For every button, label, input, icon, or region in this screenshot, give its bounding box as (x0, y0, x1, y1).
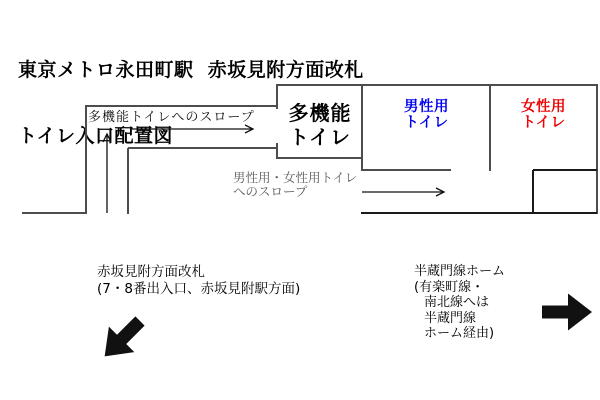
multi-toilet-slope-label: 多機能トイレへのスロープ (88, 110, 255, 125)
gate-destination-line1: 赤坂見附方面改札 (97, 264, 205, 280)
multi-toilet-room-label-line2: トイレ (289, 125, 351, 149)
mens-womens-slope-label-line1: 男性用・女性用トイレ (233, 170, 358, 185)
multi-toilet-room-label (277, 101, 363, 149)
gate-direction-southwest-arrow-icon (92, 308, 153, 369)
platform-destination-line1: 半蔵門線ホーム (414, 264, 506, 279)
platform-direction-east-arrow-icon (542, 294, 592, 331)
womens-toilet-label-line1: 女性用 (521, 99, 566, 115)
gate-destination-line2: (7・8番出入口、赤坂見附駅方面) (97, 280, 301, 297)
multi-slope-arrow-icon (130, 125, 253, 133)
platform-destination-line5: ホーム経由) (424, 326, 495, 341)
page-title-line1: 東京メトロ永田町駅 赤坂見附方面改札 (18, 59, 364, 81)
mens-womens-slope-arrow-icon (362, 188, 444, 196)
corridor-up-arrow-icon (103, 134, 111, 213)
mens-toilet-label-line2: トイレ (404, 115, 449, 131)
womens-toilet-label (490, 99, 597, 131)
mens-womens-slope-label (233, 171, 357, 199)
mens-womens-slope-label-line2: へのスロープ (233, 184, 308, 199)
mens-toilet-label-line1: 男性用 (404, 99, 449, 115)
page-title-line2: トイレ入口配置図 (18, 125, 174, 147)
gate-destination-label (97, 264, 300, 297)
mens-toilet-label (363, 99, 490, 131)
platform-destination-line4: 半蔵門線 (424, 310, 477, 326)
big-arrow-group (92, 294, 592, 370)
multi-toilet-room-label-line1: 多機能 (288, 101, 352, 125)
womens-toilet-label-line2: トイレ (521, 115, 566, 131)
platform-destination-line2: (有楽町線・ (414, 279, 485, 295)
platform-destination-line3: 南北線へは (424, 295, 490, 310)
platform-destination-label (414, 264, 505, 342)
